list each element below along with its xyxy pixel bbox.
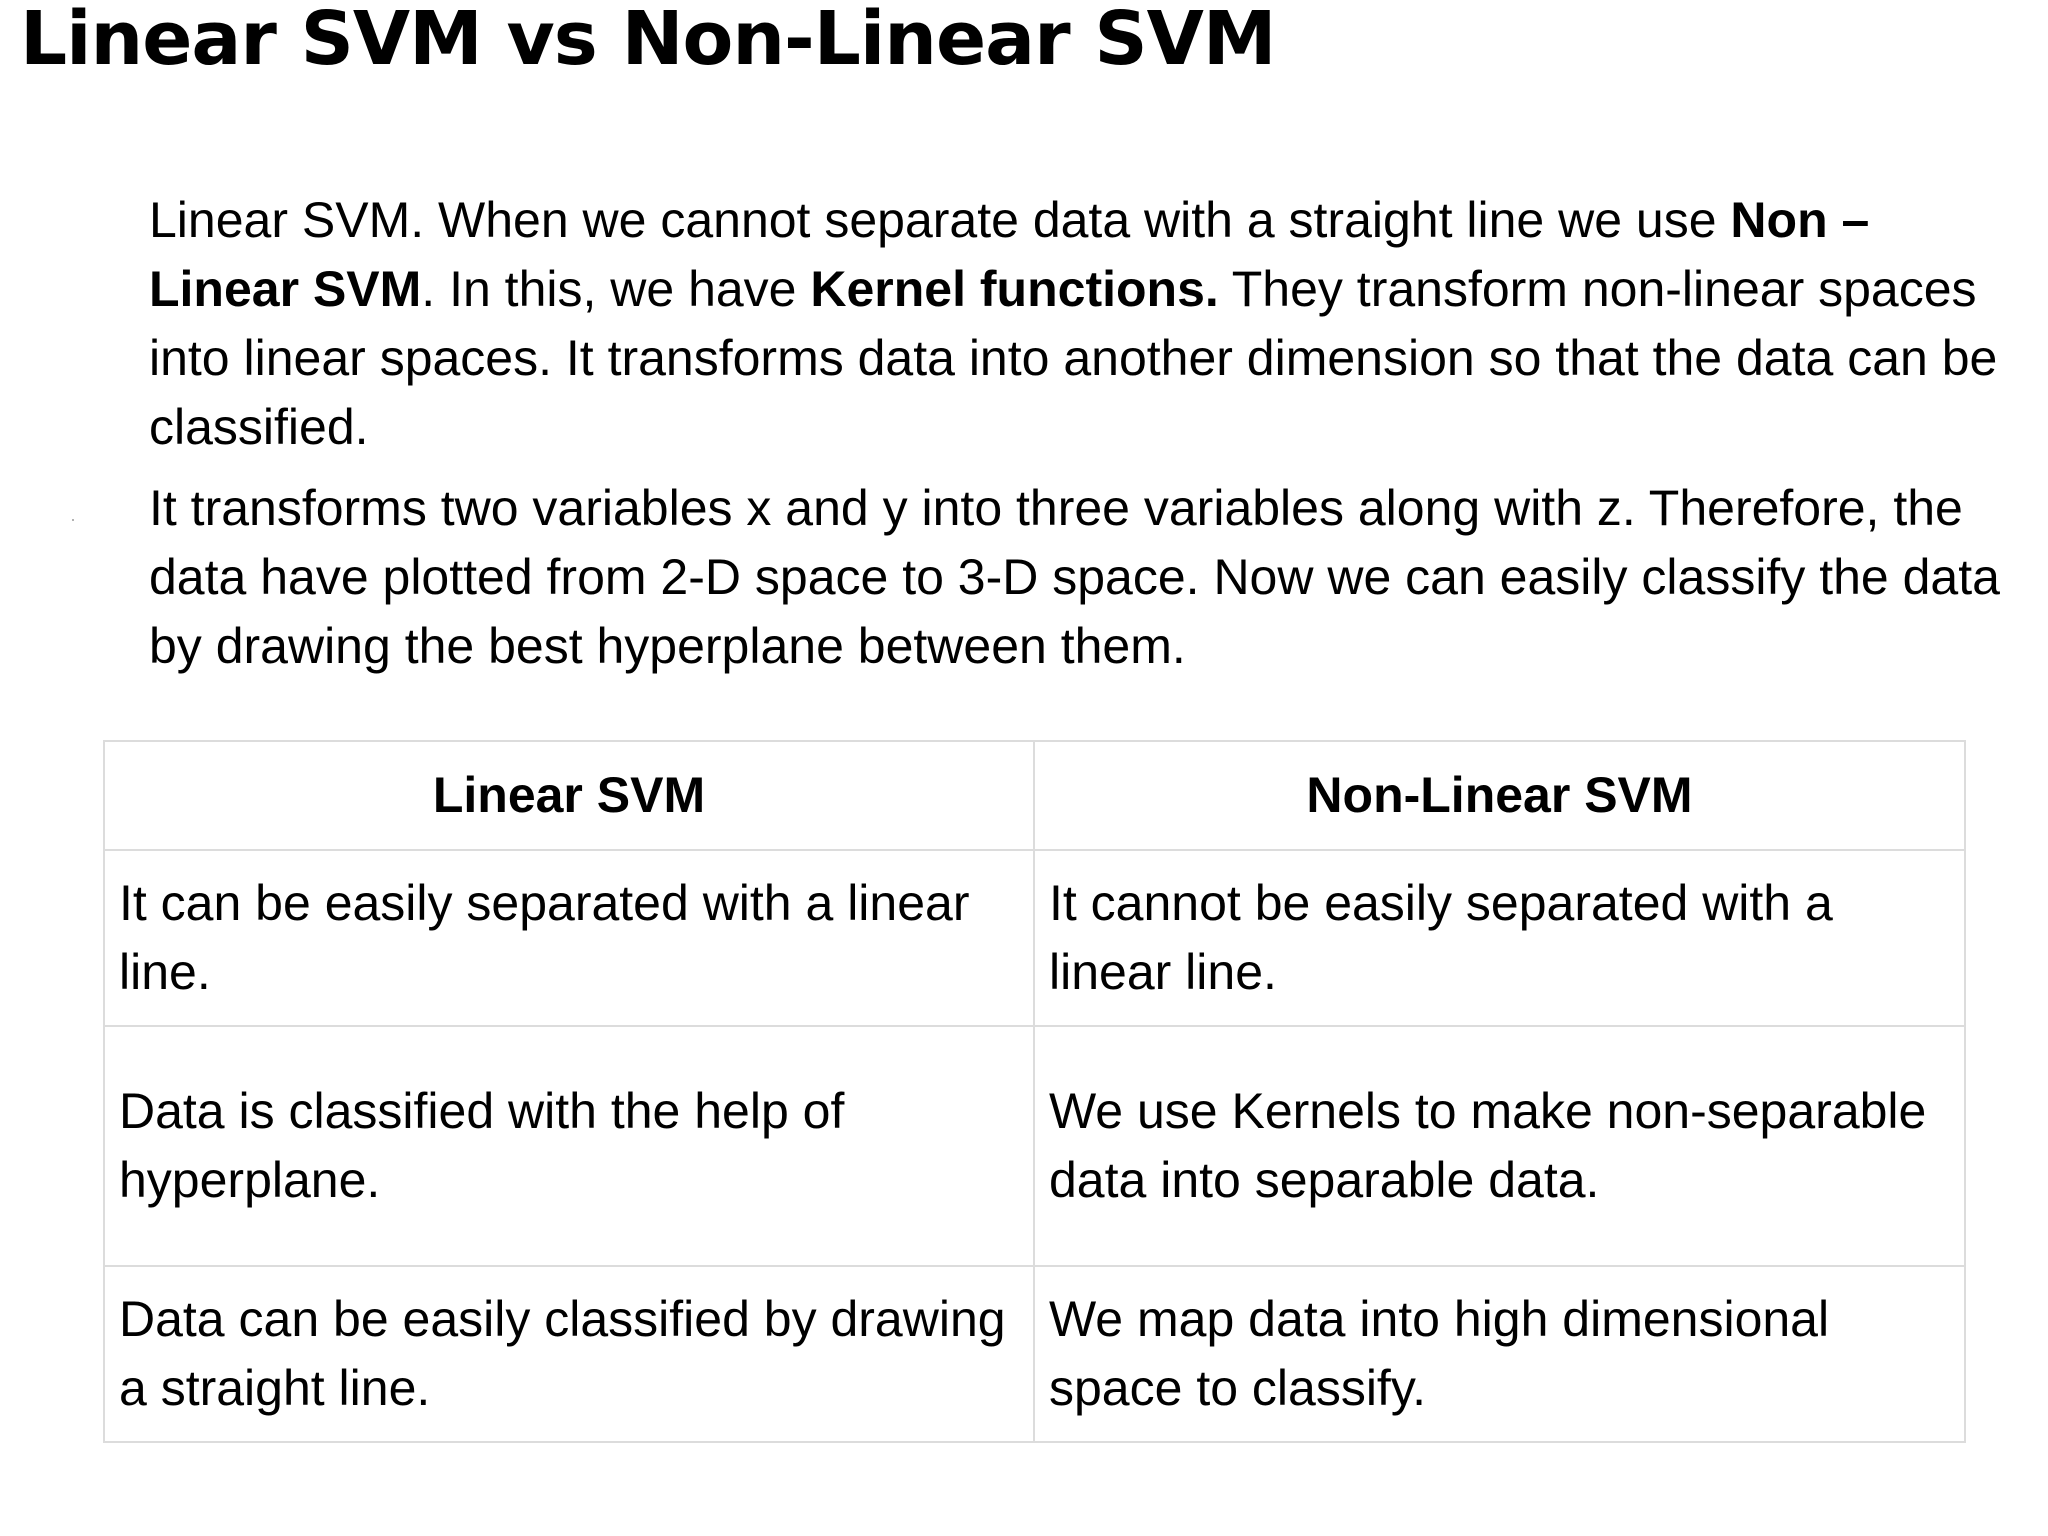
table-row: [104, 1266, 1965, 1442]
table-cell: It cannot be easily separated with a linear line.: [1034, 850, 1965, 1026]
paragraph-text: They transform non-linear spaces into linear spaces. It transforms data into another dimension so that the data can be classified.: [149, 261, 1998, 455]
table-row: [104, 850, 1965, 1026]
stray-dot: [72, 519, 74, 521]
paragraph-dimension-transform: It transforms two variables x and y into three variables along with z. Therefore, the data have plotted from 2-D space to 3-D space. Now we can easily classify the data by drawing the best hyperplane between them.: [149, 480, 2000, 674]
bold-term-non-linear-svm: Non – Linear SVM: [149, 192, 1870, 317]
comparison-table: [103, 740, 1966, 1443]
paragraph-text: . In this, we have: [421, 261, 811, 317]
table-cell: Data can be easily classified by drawing a straight line.: [104, 1266, 1034, 1442]
table-header-row: [104, 741, 1965, 850]
paragraph-text: Linear SVM. When we cannot separate data with a straight line we use: [149, 192, 1731, 248]
table-cell: We map data into high dimensional space to classify.: [1034, 1266, 1965, 1442]
page-title: Linear SVM vs Non-Linear SVM: [20, 0, 1276, 82]
table-cell: It can be easily separated with a linear line.: [104, 850, 1034, 1026]
column-header-non-linear-svm: Non-Linear SVM: [1034, 741, 1965, 850]
column-header-linear-svm: Linear SVM: [104, 741, 1034, 850]
table-row: [104, 1026, 1965, 1266]
paragraph-kernel-functions: [149, 186, 2009, 462]
table-cell: Data is classified with the help of hyperplane.: [104, 1026, 1034, 1266]
bold-term-kernel-functions: Kernel functions.: [810, 261, 1219, 317]
intro-text: [149, 186, 2009, 681]
table-cell: We use Kernels to make non-separable data into separable data.: [1034, 1026, 1965, 1266]
